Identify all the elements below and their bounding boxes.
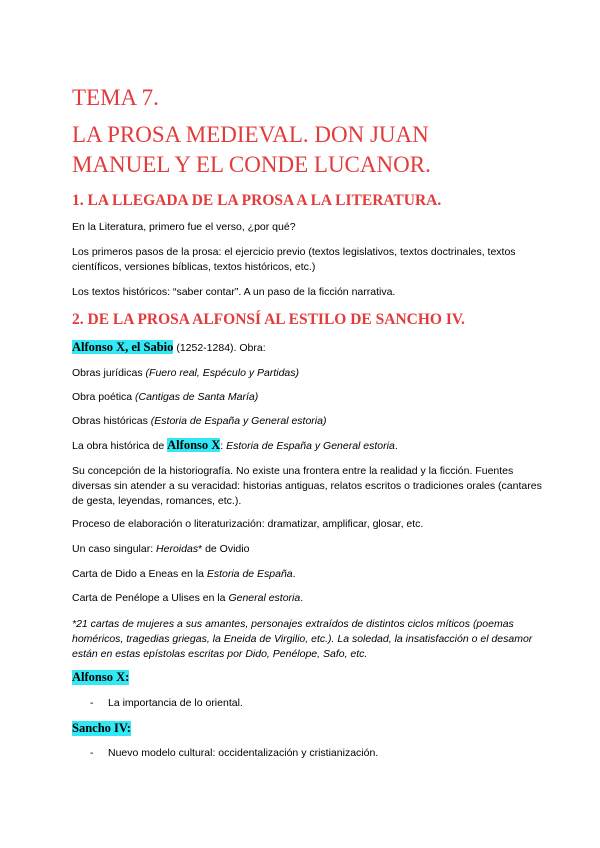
alfonso-intro: Alfonso X, el Sabio (1252-1284). Obra: — [72, 340, 266, 354]
section-1-heading: 1. LA LLEGADA DE LA PROSA A LA LITERATURA. — [72, 192, 442, 209]
paragraph: En la Literatura, primero fue el verso, ¿por qué? — [72, 221, 296, 233]
paragraph: Los textos históricos: “saber contar”. A un paso de la ficción narrativa. — [72, 286, 396, 298]
bullet-item: La importancia de lo oriental. — [108, 697, 243, 709]
paragraph: Proceso de elaboración o literaturización: dramatizar, amplificar, glosar, etc. — [72, 518, 424, 530]
alfonso-subheading: Alfonso X: — [72, 670, 130, 684]
footnote: *21 cartas de mujeres a sus amantes, personajes extraídos de distintos ciclos míticos (poemas homéricos, tragedias griegas, la Eneida de Virgilio, etc.). La soledad, la insatisfacción o el desamor están en estas epístolas escritas por Dido, Penélope, Safo, etc. — [72, 618, 533, 660]
paragraph: Un caso singular: Heroidas* de Ovidio — [72, 543, 250, 555]
bullet-dash: - — [90, 747, 94, 759]
paragraph: Carta de Penélope a Ulises en la General estoria. — [72, 592, 304, 604]
bullet-item: Nuevo modelo cultural: occidentalización y cristianización. — [108, 747, 379, 759]
paragraph: Obra poética (Cantigas de Santa María) — [72, 391, 259, 403]
paragraph: Obras jurídicas (Fuero real, Espéculo y Partidas) — [72, 367, 300, 379]
highlight-alfonso: Alfonso X — [167, 438, 221, 452]
sancho-subheading: Sancho IV: — [72, 721, 131, 735]
paragraph: Su concepción de la historiografía. No existe una frontera entre la realidad y la ficción. Fuentes diversas sin atender a su veracidad: historias antiguas, relatos escritos o tradiciones orales (cantares de gesta, leyendas, romances, etc.). — [72, 465, 542, 507]
paragraph: La obra histórica de Alfonso X: Estoria de España y General estoria. — [72, 438, 398, 452]
highlight-alfonso: Alfonso X, el Sabio — [72, 340, 174, 354]
section-2-heading: 2. DE LA PROSA ALFONSÍ AL ESTILO DE SANCHO IV. — [72, 311, 465, 328]
paragraph: Obras históricas (Estoria de España y General estoria) — [72, 415, 327, 427]
paragraph: Los primeros pasos de la prosa: el ejercicio previo (textos legislativos, textos doctrinales, textos científicos, versiones bíblicas, textos históricos, etc.) — [72, 246, 516, 273]
paragraph: Carta de Dido a Eneas en la Estoria de España. — [72, 568, 296, 580]
page-title: TEMA 7. — [72, 85, 159, 110]
page-subtitle: LA PROSA MEDIEVAL. DON JUAN MANUEL Y EL CONDE LUCANOR. — [72, 122, 431, 177]
bullet-dash: - — [90, 697, 94, 709]
